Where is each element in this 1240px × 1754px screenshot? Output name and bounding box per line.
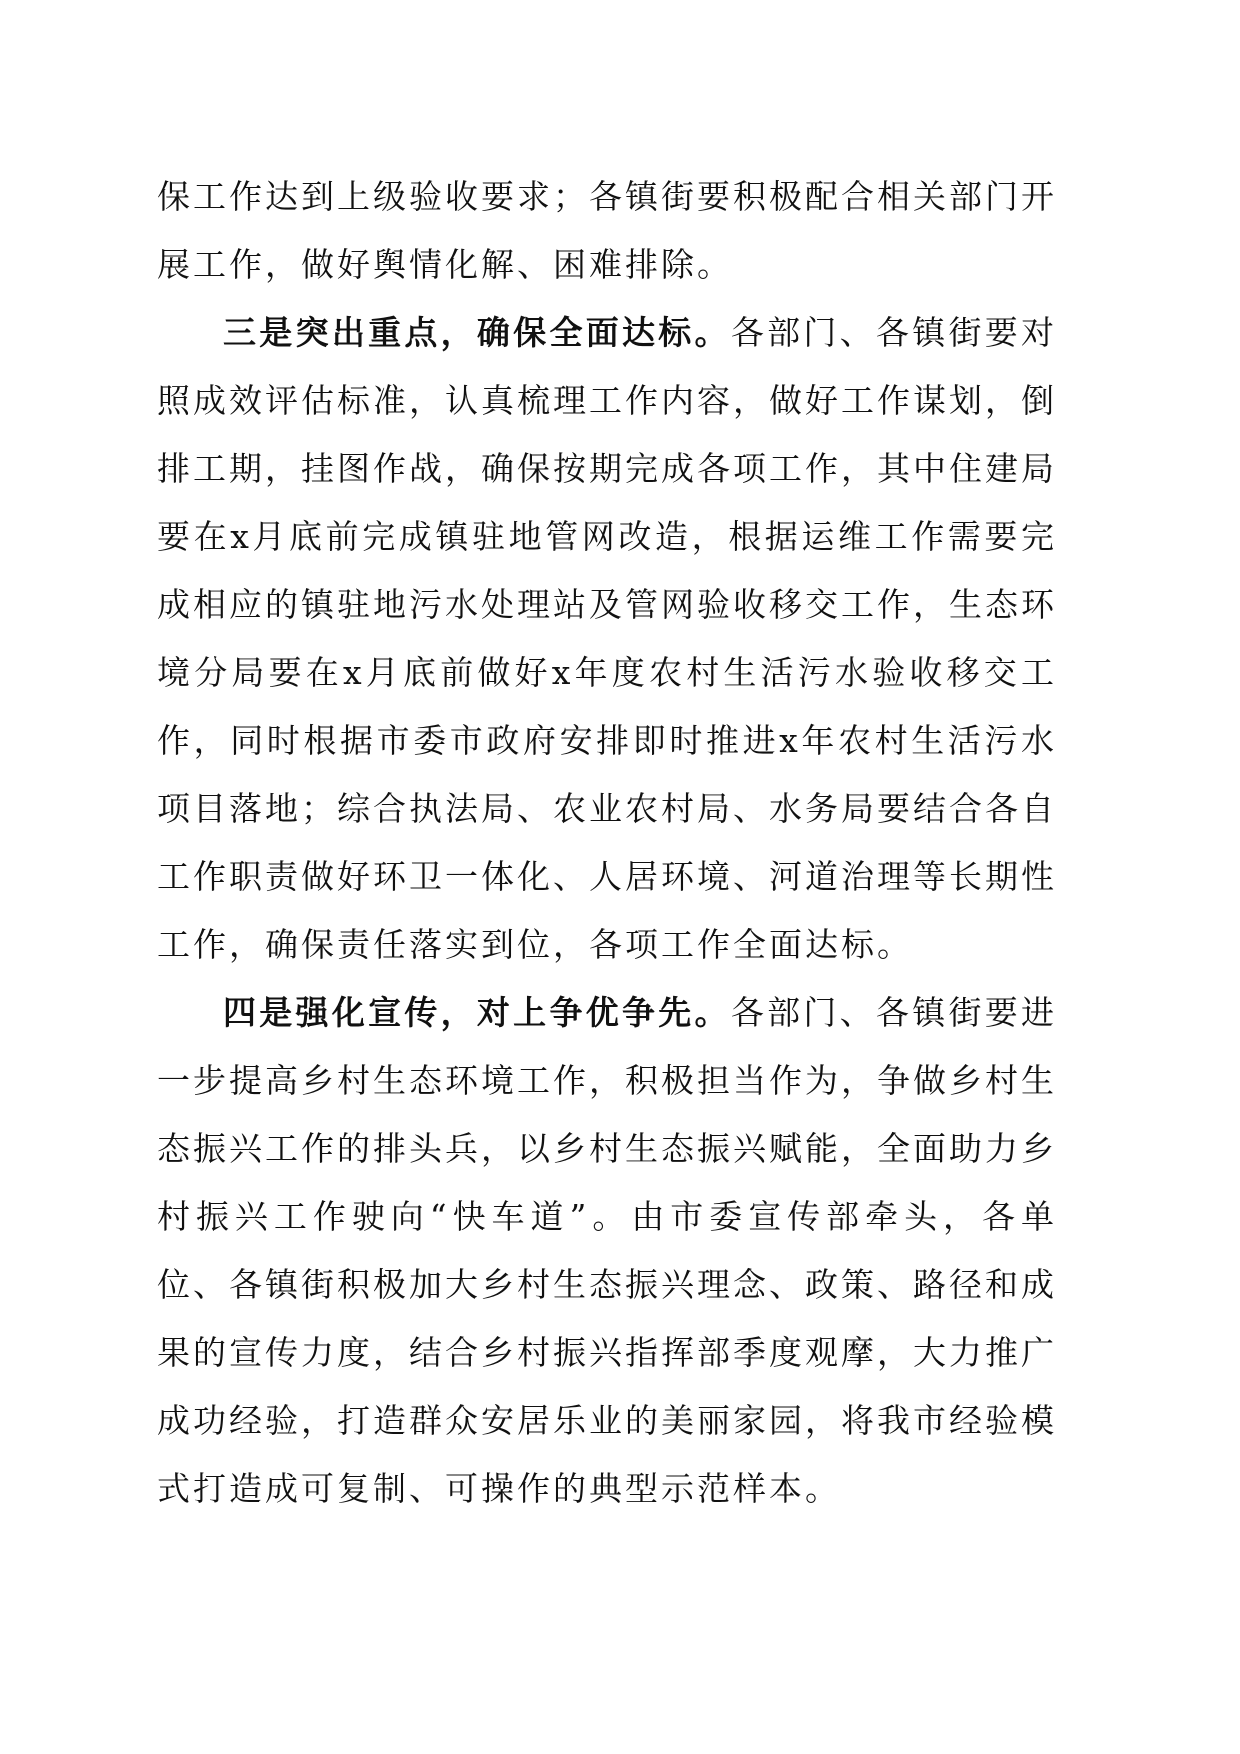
paragraph-continuation — [157, 163, 1057, 299]
paragraph-four — [157, 979, 1057, 1523]
body-text — [157, 163, 1057, 1523]
paragraph-three — [157, 299, 1057, 979]
paragraph-text: 各部门、各镇街要进一步提高乡村生态环境工作，积极担当作为，争做乡村生态振兴工作的排头兵，以乡村生态振兴赋能，全面助力乡村振兴工作驶向“快车道”。由市委宣传部牵头，各单位、各镇街积极加大乡村生态振兴理念、政策、路径和成果的宣传力度，结合乡村振兴指挥部季度观摩，大力推广成功经验，打造群众安居乐业的美丽家园，将我市经验模式打造成可复制、可操作的典型示范样本。 — [157, 993, 1058, 1508]
paragraph-heading: 四是强化宣传，对上争优争先。 — [223, 993, 731, 1032]
paragraph-heading: 三是突出重点，确保全面达标。 — [223, 313, 731, 352]
paragraph-text: 保工作达到上级验收要求；各镇街要积极配合相关部门开展工作，做好舆情化解、困难排除。 — [157, 177, 1057, 284]
paragraph-text: 各部门、各镇街要对照成效评估标准，认真梳理工作内容，做好工作谋划，倒排工期，挂图作战，确保按期完成各项工作，其中住建局要在x月底前完成镇驻地管网改造，根据运维工作需要完成相应的镇驻地污水处理站及管网验收移交工作，生态环境分局要在x月底前做好x年度农村生活污水验收移交工作，同时根据市委市政府安排即时推进x年农村生活污水项目落地；综合执法局、农业农村局、水务局要结合各自工作职责做好环卫一体化、人居环境、河道治理等长期性工作，确保责任落实到位，各项工作全面达标。 — [157, 313, 1058, 964]
